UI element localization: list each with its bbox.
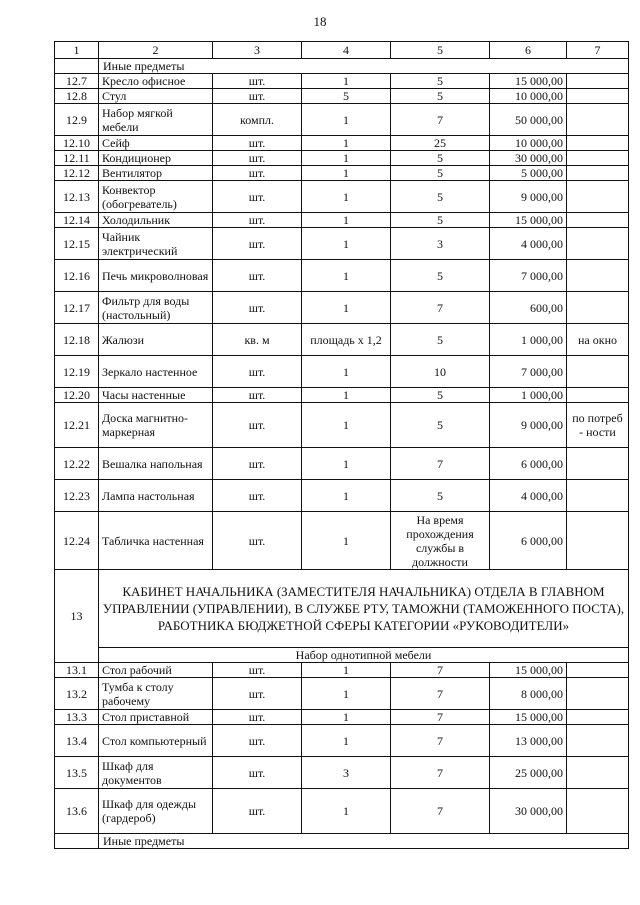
cell-num: 12.9	[55, 104, 99, 136]
group-row	[55, 834, 629, 849]
cell-qty: 1	[302, 448, 391, 480]
cell-num: 13.4	[55, 725, 99, 757]
cell-name: Шкаф для документов	[99, 757, 213, 789]
cell-price: 15 000,00	[490, 663, 567, 678]
table-row	[55, 89, 629, 104]
cell-name: Фильтр для воды (настольный)	[99, 292, 213, 324]
cell-unit: шт.	[213, 388, 302, 403]
cell-note	[567, 789, 629, 834]
table-row	[55, 136, 629, 151]
section-number: 13	[55, 570, 99, 663]
column-number: 1	[55, 42, 99, 59]
cell-qty: площадь х 1,2	[302, 324, 391, 356]
cell-qty: 1	[302, 663, 391, 678]
column-number: 7	[567, 42, 629, 59]
cell-term: 7	[391, 663, 490, 678]
cell-term: 7	[391, 789, 490, 834]
cell-note	[567, 388, 629, 403]
cell-price: 6 000,00	[490, 448, 567, 480]
table-row	[55, 324, 629, 356]
cell-unit: шт.	[213, 448, 302, 480]
cell-num: 12.11	[55, 151, 99, 166]
cell-note	[567, 725, 629, 757]
table-row	[55, 356, 629, 388]
cell-qty: 1	[302, 74, 391, 89]
cell-num: 12.12	[55, 166, 99, 181]
cell-note	[567, 74, 629, 89]
cell-name: Кондиционер	[99, 151, 213, 166]
table-row	[55, 757, 629, 789]
cell-name: Лампа настольная	[99, 480, 213, 512]
cell-name: Шкаф для одежды (гардероб)	[99, 789, 213, 834]
table-row	[55, 678, 629, 710]
cell-price: 10 000,00	[490, 89, 567, 104]
cell-qty: 1	[302, 710, 391, 725]
cell-term: 5	[391, 213, 490, 228]
cell-price: 15 000,00	[490, 74, 567, 89]
cell-term: 5	[391, 260, 490, 292]
cell-term: 7	[391, 104, 490, 136]
cell-unit: шт.	[213, 181, 302, 213]
cell-note	[567, 151, 629, 166]
cell-name: Доска магнитно-маркерная	[99, 403, 213, 448]
cell-name: Тумба к столу рабочему	[99, 678, 213, 710]
cell-term: 3	[391, 228, 490, 260]
cell-term: 5	[391, 403, 490, 448]
table-row	[55, 228, 629, 260]
cell-qty: 1	[302, 480, 391, 512]
cell-num: 12.19	[55, 356, 99, 388]
cell-price: 9 000,00	[490, 181, 567, 213]
cell-qty: 1	[302, 388, 391, 403]
table-row	[55, 151, 629, 166]
table-row	[55, 789, 629, 834]
cell-price: 4 000,00	[490, 228, 567, 260]
table-row	[55, 104, 629, 136]
cell-qty: 1	[302, 512, 391, 570]
cell-note: по потреб - ности	[567, 403, 629, 448]
cell-qty: 1	[302, 678, 391, 710]
group-label: Иные предметы	[99, 59, 629, 74]
cell-unit: шт.	[213, 136, 302, 151]
table-row	[55, 292, 629, 324]
cell-qty: 1	[302, 213, 391, 228]
cell-unit: шт.	[213, 228, 302, 260]
cell-term: 7	[391, 710, 490, 725]
cell-price: 15 000,00	[490, 710, 567, 725]
table-row	[55, 480, 629, 512]
cell-note	[567, 181, 629, 213]
cell-qty: 1	[302, 260, 391, 292]
cell-note: на окно	[567, 324, 629, 356]
cell-num: 12.22	[55, 448, 99, 480]
cell-qty: 3	[302, 757, 391, 789]
cell-term: 7	[391, 678, 490, 710]
cell-price: 4 000,00	[490, 480, 567, 512]
cell-name: Стол рабочий	[99, 663, 213, 678]
cell-price: 30 000,00	[490, 151, 567, 166]
column-number: 2	[99, 42, 213, 59]
cell-qty: 1	[302, 789, 391, 834]
cell-num: 13.2	[55, 678, 99, 710]
cell-price: 50 000,00	[490, 104, 567, 136]
table-row	[55, 213, 629, 228]
cell-term: На время прохождения службы в должности	[391, 512, 490, 570]
cell-price: 13 000,00	[490, 725, 567, 757]
cell-name: Табличка настенная	[99, 512, 213, 570]
cell-qty: 1	[302, 166, 391, 181]
cell-unit: шт.	[213, 725, 302, 757]
cell-note	[567, 136, 629, 151]
cell-qty: 1	[302, 356, 391, 388]
cell-note	[567, 356, 629, 388]
table-row	[55, 725, 629, 757]
cell-term: 5	[391, 74, 490, 89]
table-row	[55, 710, 629, 725]
page-number: 18	[313, 14, 327, 29]
cell-num: 12.15	[55, 228, 99, 260]
column-number: 6	[490, 42, 567, 59]
cell-num: 13.6	[55, 789, 99, 834]
cell-num: 12.18	[55, 324, 99, 356]
cell-unit: шт.	[213, 356, 302, 388]
cell-unit: шт.	[213, 166, 302, 181]
cell-num: 12.10	[55, 136, 99, 151]
cell-name: Стул	[99, 89, 213, 104]
cell-unit: шт.	[213, 678, 302, 710]
cell-term: 5	[391, 151, 490, 166]
cell-price: 1 000,00	[490, 388, 567, 403]
cell-num: 12.8	[55, 89, 99, 104]
table-row	[55, 166, 629, 181]
cell-num: 13.1	[55, 663, 99, 678]
cell-term: 5	[391, 480, 490, 512]
cell-note	[567, 512, 629, 570]
cell-num: 12.20	[55, 388, 99, 403]
cell-unit: шт.	[213, 89, 302, 104]
cell-unit: шт.	[213, 260, 302, 292]
cell-unit: шт.	[213, 757, 302, 789]
section-title: КАБИНЕТ НАЧАЛЬНИКА (ЗАМЕСТИТЕЛЯ НАЧАЛЬНИКА) ОТДЕЛА В ГЛАВНОМ УПРАВЛЕНИИ (УПРАВЛЕНИИ), В СЛУЖБЕ РТУ, ТАМОЖНИ (ТАМОЖЕННОГО ПОСТА), РАБОТНИКА БЮДЖЕТНОЙ СФЕРЫ КАТЕГОРИИ «РУКОВОДИТЕЛИ»	[99, 570, 629, 648]
group-row	[55, 59, 629, 74]
cell-term: 5	[391, 181, 490, 213]
cell-name: Жалюзи	[99, 324, 213, 356]
cell-unit: кв. м	[213, 324, 302, 356]
cell-price: 5 000,00	[490, 166, 567, 181]
cell-name: Вешалка напольная	[99, 448, 213, 480]
cell-term: 7	[391, 725, 490, 757]
table-row	[55, 403, 629, 448]
cell-term: 5	[391, 166, 490, 181]
cell-unit: шт.	[213, 403, 302, 448]
cell-qty: 1	[302, 151, 391, 166]
cell-qty: 1	[302, 136, 391, 151]
cell-price: 7 000,00	[490, 260, 567, 292]
table-row	[55, 181, 629, 213]
cell-term: 5	[391, 388, 490, 403]
cell-name: Вентилятор	[99, 166, 213, 181]
cell-note	[567, 104, 629, 136]
cell-num: 12.7	[55, 74, 99, 89]
cell-name: Печь микроволновая	[99, 260, 213, 292]
cell-note	[567, 260, 629, 292]
section-row	[55, 570, 629, 648]
cell-name: Чайник электрический	[99, 228, 213, 260]
cell-unit: компл.	[213, 104, 302, 136]
cell-unit: шт.	[213, 789, 302, 834]
cell-price: 9 000,00	[490, 403, 567, 448]
cell-unit: шт.	[213, 292, 302, 324]
cell-note	[567, 292, 629, 324]
cell-unit: шт.	[213, 480, 302, 512]
cell-unit: шт.	[213, 512, 302, 570]
cell-name: Набор мягкой мебели	[99, 104, 213, 136]
cell-term: 7	[391, 757, 490, 789]
cell-price: 1 000,00	[490, 324, 567, 356]
cell-num: 12.21	[55, 403, 99, 448]
cell-note	[567, 757, 629, 789]
cell-qty: 1	[302, 104, 391, 136]
cell-note	[567, 663, 629, 678]
cell-unit: шт.	[213, 663, 302, 678]
cell-price: 8 000,00	[490, 678, 567, 710]
cell-name: Кресло офисное	[99, 74, 213, 89]
cell-qty: 1	[302, 292, 391, 324]
cell-price: 30 000,00	[490, 789, 567, 834]
cell-note	[567, 166, 629, 181]
cell-num: 13.5	[55, 757, 99, 789]
table-row	[55, 74, 629, 89]
column-number-row	[55, 42, 629, 59]
cell-term: 5	[391, 89, 490, 104]
subhead-row	[55, 648, 629, 663]
cell-note	[567, 89, 629, 104]
cell-price: 7 000,00	[490, 356, 567, 388]
cell-price: 6 000,00	[490, 512, 567, 570]
cell-note	[567, 480, 629, 512]
cell-term: 5	[391, 324, 490, 356]
cell-num: 13.3	[55, 710, 99, 725]
cell-name: Часы настенные	[99, 388, 213, 403]
table-row	[55, 512, 629, 570]
cell-unit: шт.	[213, 151, 302, 166]
cell-name: Конвектор (обогреватель)	[99, 181, 213, 213]
cell-note	[567, 213, 629, 228]
cell-num: 12.17	[55, 292, 99, 324]
table-row	[55, 388, 629, 403]
cell-price: 15 000,00	[490, 213, 567, 228]
cell-name: Зеркало настенное	[99, 356, 213, 388]
table-row	[55, 448, 629, 480]
cell-unit: шт.	[213, 710, 302, 725]
cell-term: 25	[391, 136, 490, 151]
cell-name: Стол компьютерный	[99, 725, 213, 757]
cell-qty: 5	[302, 89, 391, 104]
items-table	[54, 41, 629, 849]
cell-price: 25 000,00	[490, 757, 567, 789]
table-row	[55, 663, 629, 678]
cell-term: 7	[391, 448, 490, 480]
cell-price: 600,00	[490, 292, 567, 324]
cell-qty: 1	[302, 181, 391, 213]
column-number: 5	[391, 42, 490, 59]
cell-unit: шт.	[213, 74, 302, 89]
cell-name: Сейф	[99, 136, 213, 151]
cell-qty: 1	[302, 725, 391, 757]
cell-price: 10 000,00	[490, 136, 567, 151]
cell-qty: 1	[302, 228, 391, 260]
column-number: 3	[213, 42, 302, 59]
cell-note	[567, 228, 629, 260]
cell-unit: шт.	[213, 213, 302, 228]
cell-name: Холодильник	[99, 213, 213, 228]
cell-num: 12.24	[55, 512, 99, 570]
column-number: 4	[302, 42, 391, 59]
cell-num: 12.13	[55, 181, 99, 213]
cell-name: Стол приставной	[99, 710, 213, 725]
cell-num: 12.16	[55, 260, 99, 292]
cell-term: 7	[391, 292, 490, 324]
subhead-label: Набор однотипной мебели	[99, 648, 629, 663]
cell-num: 12.23	[55, 480, 99, 512]
cell-note	[567, 448, 629, 480]
cell-num: 12.14	[55, 213, 99, 228]
group-label: Иные предметы	[99, 834, 629, 849]
table-row	[55, 260, 629, 292]
cell-term: 10	[391, 356, 490, 388]
cell-note	[567, 710, 629, 725]
cell-note	[567, 678, 629, 710]
cell-qty: 1	[302, 403, 391, 448]
